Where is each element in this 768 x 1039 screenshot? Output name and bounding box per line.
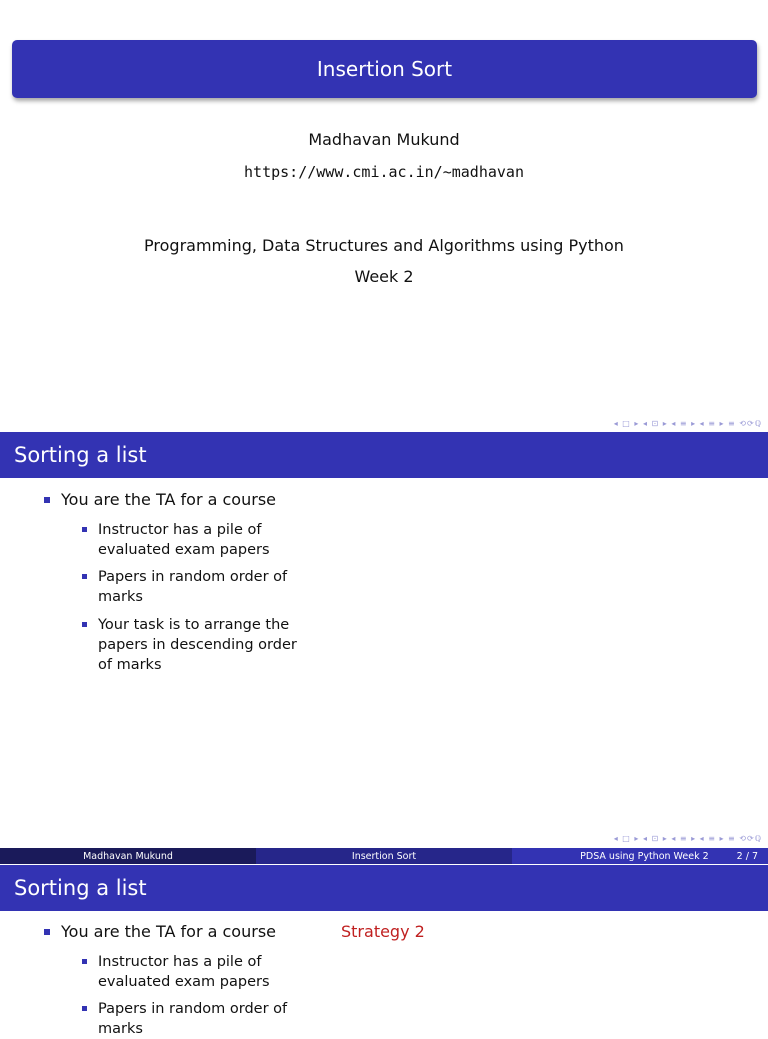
frame-title (0, 865, 768, 911)
sub-bullet-text: Your task is to arrange the papers in descending order of marks (98, 617, 297, 673)
frame-title (0, 432, 768, 478)
footline-author: Madhavan Mukund (0, 848, 256, 864)
presentation-title-box (12, 40, 757, 98)
strategy-label: Strategy 2 (341, 922, 425, 941)
course-name: Programming, Data Structures and Algorithms using Python (144, 236, 624, 255)
sub-bullet-item (82, 952, 322, 992)
author-url[interactable]: https://www.cmi.ac.in/~madhavan (244, 163, 524, 181)
bullet-text: You are the TA for a course (61, 490, 276, 509)
frame-title-text: Sorting a list (14, 443, 147, 467)
sub-bullet-item (82, 567, 322, 607)
footline-course (512, 848, 768, 864)
bullet-square-icon (82, 574, 87, 579)
sub-bullet-text: Papers in random order of marks (98, 1001, 288, 1037)
footline (0, 848, 768, 864)
title-slide (0, 0, 768, 432)
sub-bullet-item (82, 999, 322, 1039)
week-label: Week 2 (354, 267, 414, 286)
bullet-square-icon (82, 1006, 87, 1011)
sub-bullet-item (82, 615, 322, 675)
bullet-square-icon (82, 622, 87, 627)
footline-course-text: PDSA using Python Week 2 (580, 850, 709, 862)
bullet-square-icon (44, 929, 50, 935)
footline-title: Insertion Sort (256, 848, 512, 864)
author-name: Madhavan Mukund (308, 130, 460, 149)
bullet-square-icon (82, 527, 87, 532)
sub-bullet-text: Instructor has a pile of evaluated exam papers (98, 954, 270, 990)
sub-bullet-item (82, 520, 322, 560)
presentation-title: Insertion Sort (316, 57, 453, 81)
sub-bullet-text: Instructor has a pile of evaluated exam papers (98, 522, 270, 558)
beamer-navigation-icons[interactable]: ◂ □ ▸ ◂ ⊡ ▸ ◂ ≡ ▸ ◂ ≡ ▸ ≡ ⟲⟳ℚ (613, 419, 762, 428)
bullet-text: You are the TA for a course (61, 922, 276, 941)
sub-bullet-text: Papers in random order of marks (98, 569, 288, 605)
bullet-square-icon (82, 959, 87, 964)
frame-title-text: Sorting a list (14, 876, 147, 900)
bullet-item (44, 490, 276, 509)
bullet-item (44, 922, 276, 941)
beamer-navigation-icons[interactable]: ◂ □ ▸ ◂ ⊡ ▸ ◂ ≡ ▸ ◂ ≡ ▸ ≡ ⟲⟳ℚ (613, 834, 762, 843)
bullet-square-icon (44, 497, 50, 503)
page-number: 2 / 7 (736, 850, 758, 862)
